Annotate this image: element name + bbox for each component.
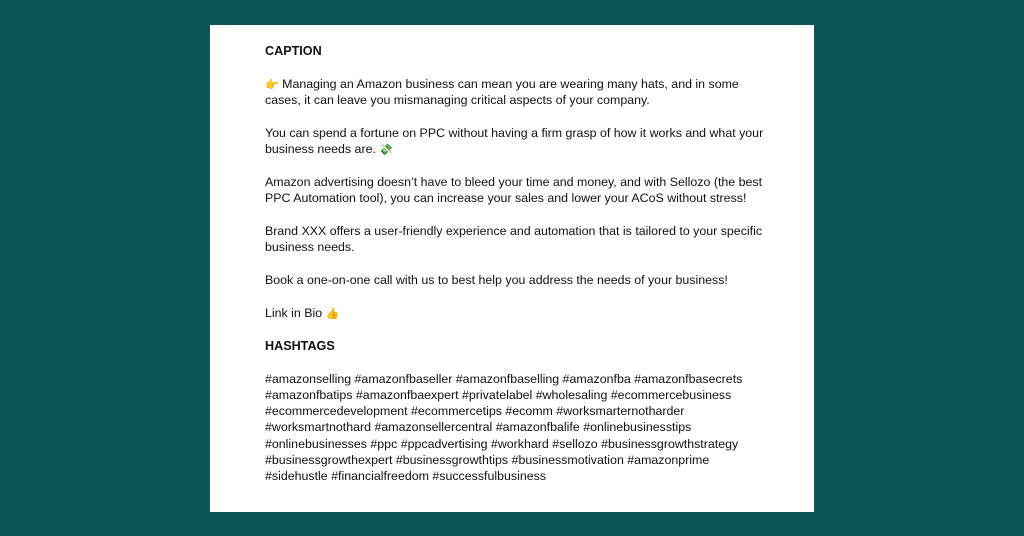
- hashtags-heading: HASHTAGS: [265, 338, 335, 353]
- caption-paragraph-2-text: You can spend a fortune on PPC without having a firm grasp of how it works and what your business needs are.: [265, 125, 764, 157]
- pointing-right-icon: 👉: [265, 78, 279, 91]
- money-with-wings-icon: 💸: [379, 144, 394, 157]
- hashtags-text: #amazonselling #amazonfbaseller #amazonfbaselling #amazonfba #amazonfbasecrets #amazonfbatips #amazonfbaexpert #privatelabel #wholesaling #ecommercebusiness #ecommercedevelopment #ecommercetips #ecomm #worksmarternotharder #worksmartnothard #amazonsellercentral #amazonfbalife #onlinebusinesstips #onlinebusinesses #ppc #ppcadvertising #workhard #sellozo #businessgrowthstrategy #businessgrowthexpert #businessgrowthtips #businessmotivation #amazonprime #sidehustle #financialfreedom #successfulbusiness: [265, 371, 743, 484]
- caption-paragraph-6-text: Link in Bio: [265, 305, 323, 320]
- thumbs-up-icon: 👍: [325, 307, 340, 320]
- caption-paragraph-1: [265, 76, 774, 109]
- caption-paragraph-4: Brand XXX offers a user-friendly experience and automation that is tailored to your specific business needs.: [265, 224, 763, 255]
- caption-heading: CAPTION: [265, 44, 322, 58]
- caption-paragraph-6: [265, 305, 774, 321]
- caption-paragraph-1-text: Managing an Amazon business can mean you are wearing many hats, and in some cases, it can leave you mismanaging critical aspects of your company.: [265, 76, 739, 108]
- caption-paragraph-2: [265, 125, 774, 158]
- caption-paragraph-5: Book a one-on-one call with us to best help you address the needs of your business!: [265, 273, 728, 288]
- document-page: [210, 25, 814, 512]
- caption-paragraph-3: Amazon advertising doesn’t have to bleed your time and money, and with Sellozo (the best PPC Automation tool), you can increase your sales and lower your ACoS without stress!: [265, 174, 763, 206]
